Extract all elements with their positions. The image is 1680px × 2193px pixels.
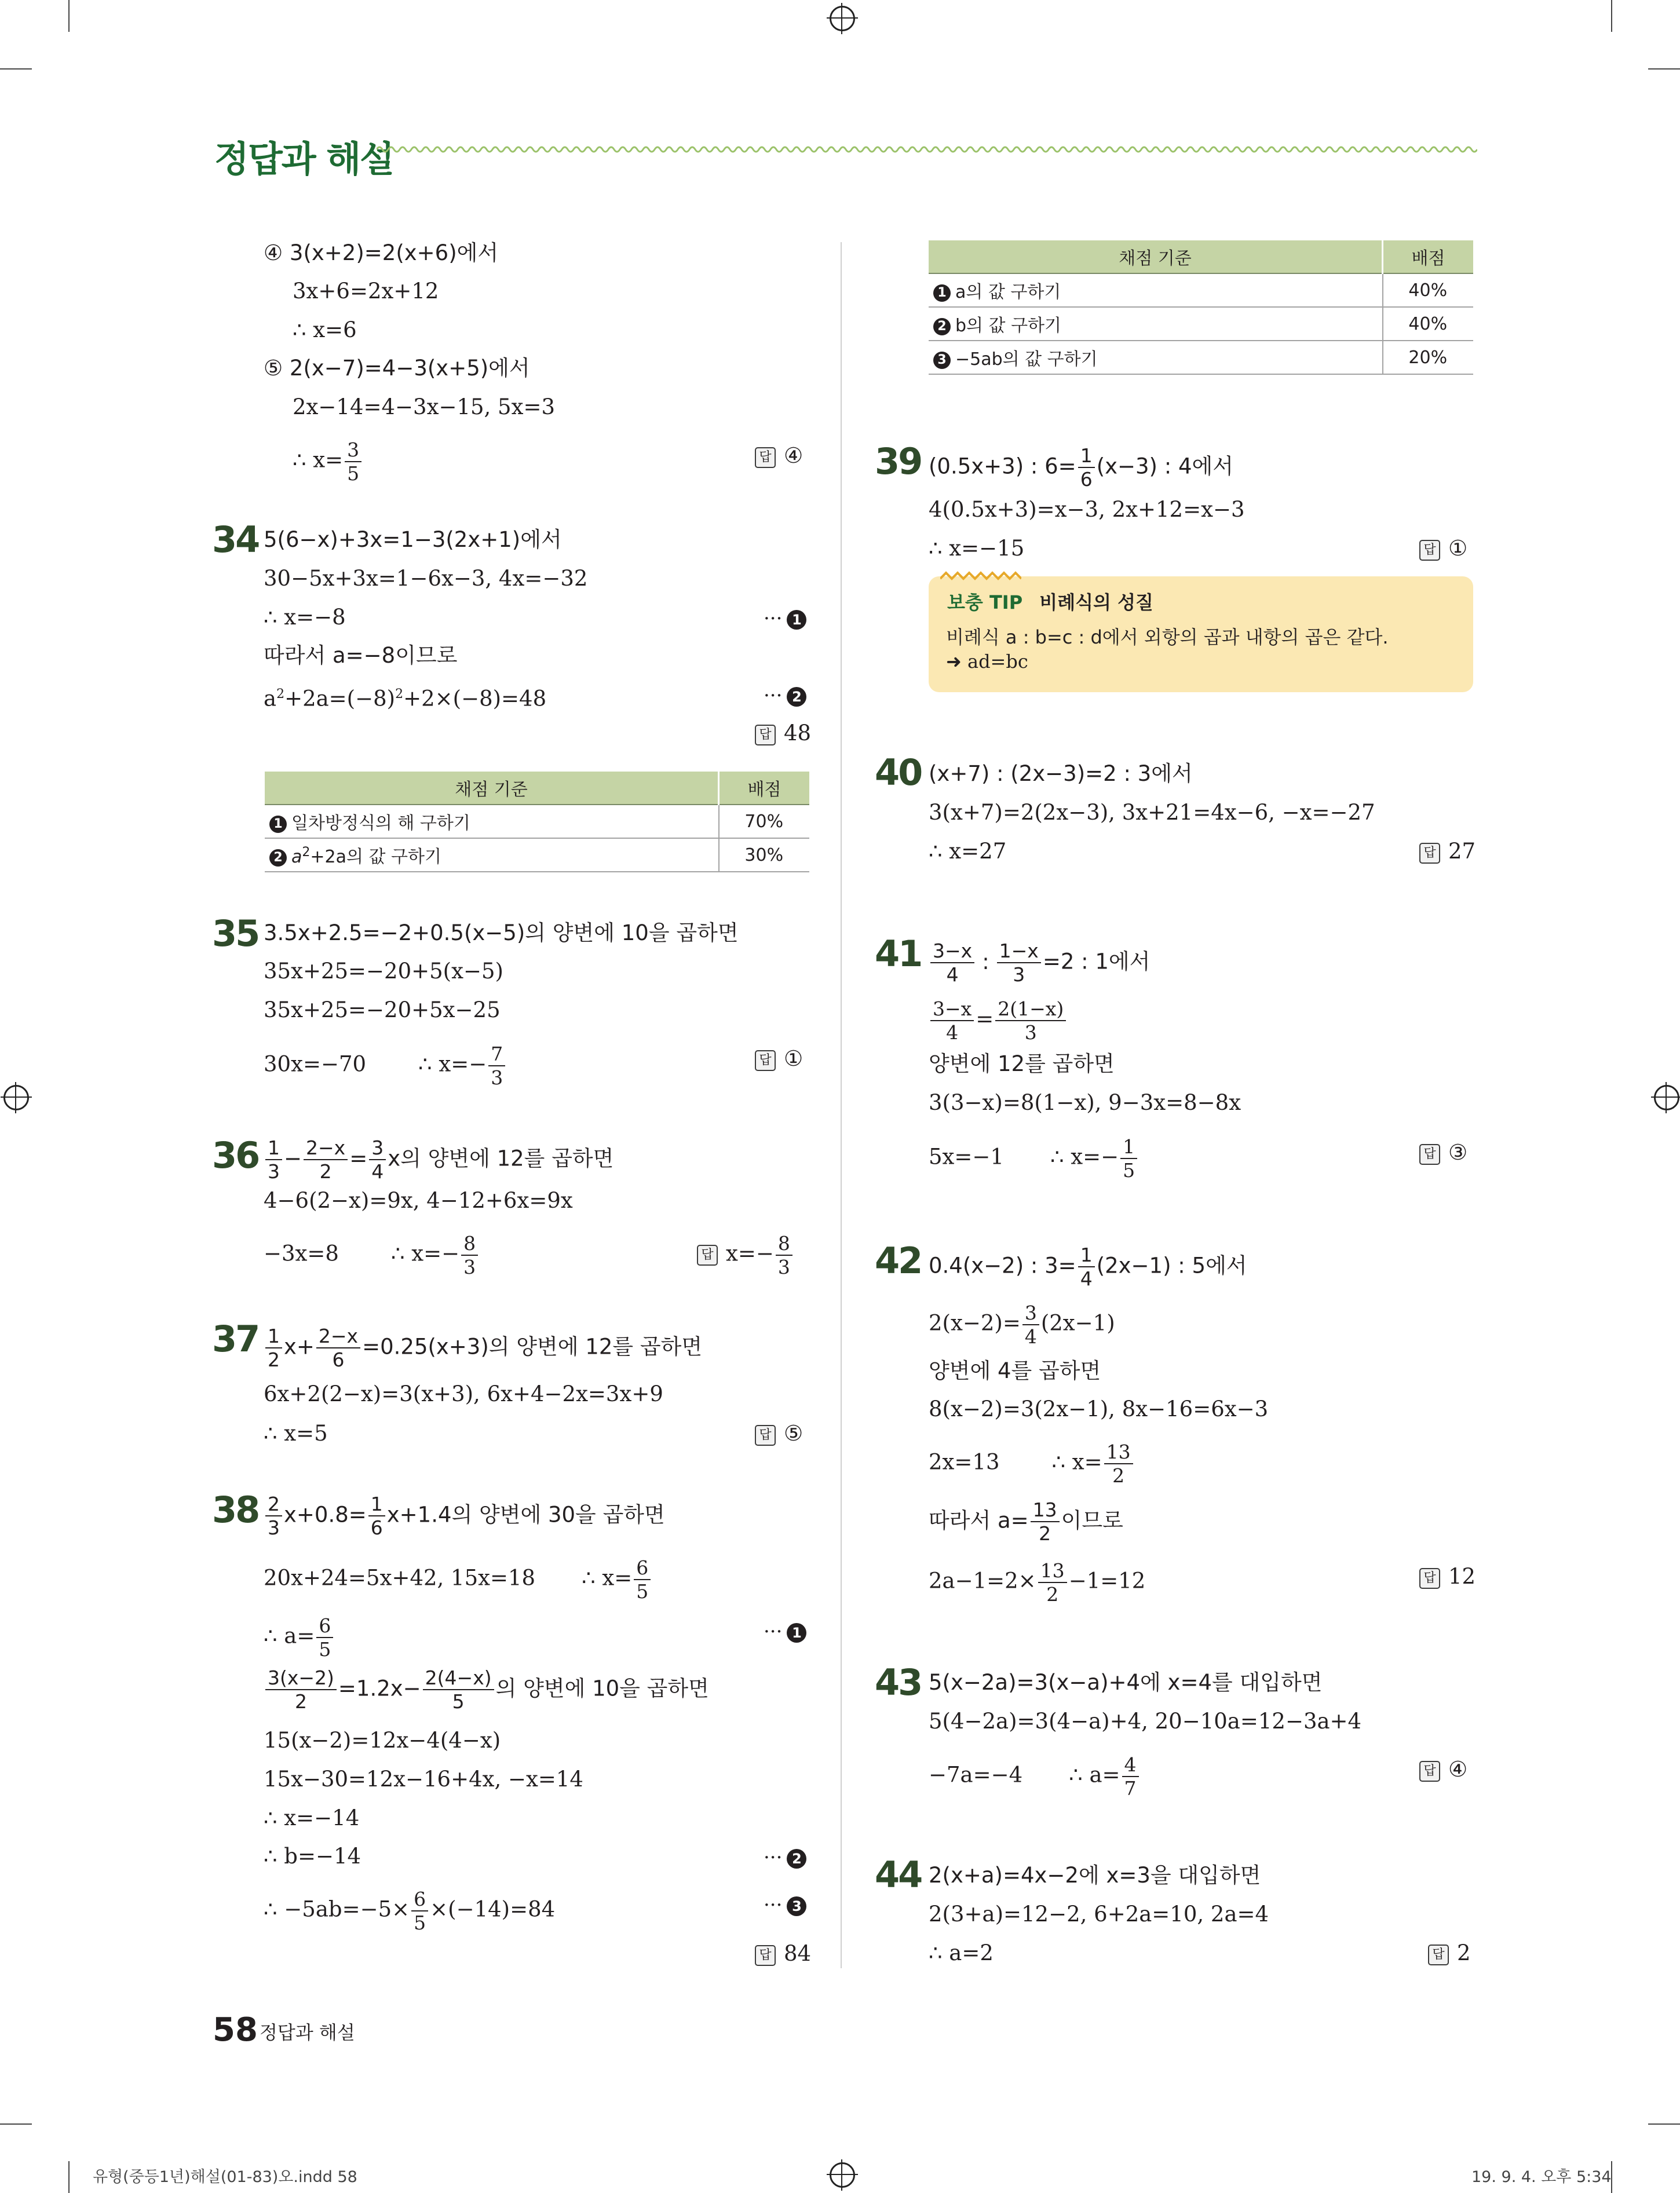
fraction: $\frac{4}{7}$ [1122, 1755, 1139, 1798]
answer-badge: 답 [1428, 1945, 1449, 1965]
p36-line: 4−6(2−x)=9x, 4−12+6x=9x [264, 1188, 573, 1213]
fraction: $\frac{3}{4}$ [1022, 1303, 1039, 1346]
p41-line: 3(3−x)=8(1−x), 9−3x=8−8x [929, 1090, 1241, 1115]
answer-badge: 답 [1419, 843, 1440, 864]
problem-number: 35 [212, 912, 259, 955]
p40-line: 3(x+7)=2(2x−3), 3x+21=4x−6, −x=−27 [929, 800, 1375, 825]
problem-number: 43 [875, 1661, 922, 1704]
answer-badge: 답 [755, 1425, 776, 1446]
table-row: 3 −5ab의 값 구하기 20% [929, 341, 1473, 374]
problem-number: 39 [875, 440, 922, 483]
column-divider [841, 242, 842, 1968]
fraction: $\frac{8}{3}$ [776, 1234, 792, 1277]
p42-line: 2a−1=2× $\frac{13}{2}$ −1=12 [929, 1559, 1146, 1606]
fraction: $\frac{2}{3}$ [265, 1494, 282, 1537]
p42-answer: 답 12 [1419, 1562, 1476, 1591]
registration-mark-left [3, 1085, 29, 1110]
p34-line: ∴ x=−8 [264, 605, 346, 630]
header-wavy-rule [377, 144, 1477, 155]
table-row: 1 a의 값 구하기 40% [929, 273, 1473, 307]
p44-line: 2(x+a)=4x−2에 x=3을 대입하면 [929, 1863, 1261, 1888]
p39-line: ∴ x=−15 [929, 536, 1025, 561]
p38-line: ∴ x=−14 [264, 1805, 360, 1830]
fraction: $\frac{13}{2}$ [1104, 1442, 1133, 1485]
problem-number: 36 [212, 1134, 259, 1176]
step-marker: ··· 2 [764, 1846, 806, 1869]
fraction: $\frac{3(x-2)}{2}$ [265, 1668, 337, 1711]
answer-badge: 답 [1419, 540, 1440, 561]
fraction: $\frac{1}{2}$ [265, 1326, 282, 1369]
problem-number: 41 [875, 933, 922, 975]
step-marker: ··· 1 [764, 1620, 806, 1643]
p33-line: 2x−14=4−3x−15, 5x=3 [293, 394, 555, 419]
p37-line: $\frac{1}{2}$ x+ $\frac{2-x}{6}$ =0.25(x+3)의 양변에 12를 곱하면 [264, 1326, 702, 1369]
p42-line: 따라서 a= $\frac{13}{2}$ 이므로 [929, 1498, 1123, 1545]
crop-mark [68, 0, 70, 32]
p40-line: ∴ x=27 [929, 839, 1007, 864]
step-marker: ··· 1 [764, 607, 806, 630]
p37-line: ∴ x=5 [264, 1421, 328, 1446]
p34-line: 30−5x+3x=1−6x−3, 4x=−32 [264, 566, 588, 591]
p38-line: ∴ a= $\frac{6}{5}$ [264, 1616, 335, 1659]
tip-heading: 보충 TIP 비례식의 성질 [947, 591, 1153, 613]
p37-answer: 답 ⑤ [755, 1419, 803, 1448]
p42-line: 8(x−2)=3(2x−1), 8x−16=6x−3 [929, 1397, 1269, 1421]
p33-line [293, 440, 363, 483]
answer-badge: 답 [1419, 1761, 1440, 1782]
table-row: 2 $a^2+2a$의 값 구하기 30% [265, 838, 809, 872]
step-marker: ··· 2 [764, 684, 806, 707]
problem-number: 44 [875, 1854, 922, 1896]
answer-badge: 답 [755, 1945, 776, 1966]
answer-badge: 답 [755, 1050, 776, 1071]
fraction: $\frac{2-x}{6}$ [316, 1326, 360, 1369]
tip-box [929, 576, 1473, 692]
p44-line: ∴ a=2 [929, 1940, 994, 1965]
p34-line: 5(6−x)+3x=1−3(2x+1)에서 [264, 527, 562, 552]
p41-line: 5x=−1 ∴ x=− $\frac{1}{5}$ [929, 1137, 1139, 1180]
p37-line: 6x+2(2−x)=3(x+3), 6x+4−2x=3x+9 [264, 1381, 663, 1406]
answer-badge: 답 [1419, 1144, 1440, 1165]
p40-line: (x+7) : (2x−3)=2 : 3에서 [929, 761, 1193, 786]
p36-line: $\frac{1}{3}$ − $\frac{2-x}{2}$ = $\frac{3}{4}$ x의 양변에 12를 곱하면 [264, 1138, 613, 1181]
table-row: 2 b의 값 구하기 40% [929, 307, 1473, 341]
answer-badge: 답 [1419, 1568, 1440, 1589]
footer-label: 정답과 해설 [260, 2022, 355, 2044]
fraction: $\frac{6}{5}$ [411, 1889, 428, 1932]
p35-line: 35x+25=−20+5x−25 [264, 997, 501, 1022]
fraction: $\frac{1}{6}$ [368, 1494, 385, 1537]
p38-line: ∴ b=−14 [264, 1844, 361, 1869]
p44-answer: 답 2 [1428, 1939, 1471, 1968]
registration-mark-right [1654, 1085, 1679, 1110]
fraction: $\frac{8}{3}$ [461, 1234, 478, 1277]
p42-line: 양변에 4를 곱하면 [929, 1358, 1101, 1383]
fraction: $\frac{13}{2}$ [1031, 1500, 1060, 1543]
fraction: $\frac{3}{5}$ [345, 440, 361, 483]
p41-line: $\frac{3-x}{4}$ : $\frac{1-x}{3}$ =2 : 1에서 [929, 941, 1150, 984]
table-header: 배점 [719, 772, 810, 805]
p42-line: 2(x−2)= $\frac{3}{4}$ (2x−1) [929, 1302, 1115, 1348]
p36-answer: 답 x=− $\frac{8}{3}$ [697, 1234, 794, 1277]
tip-result: ➜ ad=bc [946, 650, 1028, 672]
p41-line: 양변에 12를 곱하면 [929, 1051, 1115, 1076]
p34-line: $a^2+2a=(-8)^2+2\times(-8)=48$ [264, 686, 547, 711]
p33-answer: 답 ④ [755, 441, 803, 470]
p38-line: 15x−30=12x−16+4x, −x=14 [264, 1767, 583, 1792]
problem-number: 42 [875, 1240, 922, 1282]
p43-line: −7a=−4 ∴ a= $\frac{4}{7}$ [929, 1755, 1141, 1798]
crop-mark [1611, 0, 1612, 32]
p35-line: 35x+25=−20+5(x−5) [264, 959, 503, 984]
crop-mark [68, 2161, 70, 2193]
problem-number: 38 [212, 1489, 259, 1531]
p38-line: 20x+24=5x+42, 15x=18 ∴ x= $\frac{6}{5}$ [264, 1558, 652, 1601]
p36-line: −3x=8 ∴ x=− $\frac{8}{3}$ [264, 1234, 480, 1277]
p40-answer: 답 27 [1419, 837, 1476, 866]
crop-mark [1648, 2123, 1680, 2125]
text: ∴ x= [293, 447, 344, 473]
p42-line: 2x=13 ∴ x= $\frac{13}{2}$ [929, 1442, 1135, 1485]
p42-line: 0.4(x−2) : 3= $\frac{1}{4}$ (2x−1) : 5에서 [929, 1244, 1247, 1290]
p34-grading-table [265, 772, 809, 872]
fraction: $\frac{1}{3}$ [265, 1138, 282, 1181]
p35-line: 30x=−70 ∴ x=− $\frac{7}{3}$ [264, 1044, 507, 1087]
table-header: 배점 [1383, 240, 1474, 273]
fraction: $\frac{13}{2}$ [1038, 1561, 1067, 1604]
p39-answer: 답 ① [1419, 534, 1467, 563]
problem-number: 37 [212, 1318, 259, 1360]
step-marker: ··· 3 [764, 1894, 806, 1917]
p38-grading-table [929, 240, 1473, 375]
crop-mark [0, 2123, 32, 2125]
table-row: 1 일차방정식의 해 구하기 70% [265, 805, 809, 838]
p33-line: 3x+6=2x+12 [293, 279, 439, 304]
p44-line: 2(3+a)=12−2, 6+2a=10, 2a=4 [929, 1902, 1269, 1927]
p34-line: 따라서 a=−8이므로 [264, 643, 458, 668]
p41-answer: 답 ③ [1419, 1138, 1467, 1167]
registration-mark-top [830, 6, 855, 31]
fraction: $\frac{3-x}{4}$ [930, 941, 974, 984]
p39-line: 4(0.5x+3)=x−3, 2x+12=x−3 [929, 497, 1245, 522]
fraction: $\frac{6}{5}$ [316, 1616, 333, 1659]
fraction: $\frac{1}{6}$ [1078, 446, 1095, 489]
table-header: 채점 기준 [265, 772, 719, 805]
fraction: $\frac{1}{4}$ [1078, 1245, 1095, 1288]
fraction: $\frac{2-x}{2}$ [304, 1138, 348, 1181]
answer-badge: 답 [755, 447, 776, 468]
fraction: $\frac{7}{3}$ [488, 1044, 505, 1087]
p41-line: $\frac{3-x}{4}$ = $\frac{2(1-x)}{3}$ [929, 999, 1068, 1042]
page-number: 58 [213, 2011, 258, 2049]
fraction: $\frac{3}{4}$ [369, 1138, 386, 1181]
fraction: $\frac{2(4-x)}{5}$ [423, 1668, 494, 1711]
fraction: $\frac{3-x}{4}$ [930, 999, 974, 1042]
p33-line: ∴ x=6 [293, 317, 357, 342]
crop-mark [1648, 68, 1680, 70]
p43-line: 5(4−2a)=3(4−a)+4, 20−10a=12−3a+4 [929, 1709, 1362, 1734]
page-header-title: 정답과 해설 [214, 138, 394, 180]
slug-timestamp: 19. 9. 4. 오후 5:34 [1471, 2168, 1612, 2186]
answer-badge: 답 [755, 725, 776, 745]
p38-line: $\frac{2}{3}$ x+0.8= $\frac{1}{6}$ x+1.4의 양변에 30을 곱하면 [264, 1494, 665, 1537]
fraction: $\frac{2(1-x)}{3}$ [995, 999, 1066, 1042]
crop-mark [0, 68, 32, 70]
registration-mark-bottom [830, 2162, 855, 2188]
answer-badge: 답 [697, 1245, 718, 1266]
p38-line: $\frac{3(x-2)}{2}$ =1.2x− $\frac{2(4-x)}{5}$ 의 양변에 10을 곱하면 [264, 1668, 709, 1711]
slug-filename: 유형(중등1년)해설(01-83)오.indd 58 [93, 2168, 357, 2186]
p34-answer: 답 48 [755, 719, 811, 748]
p38-line: ∴ −5ab=−5× $\frac{6}{5}$ ×(−14)=84 [264, 1888, 556, 1934]
p38-answer: 답 84 [755, 1939, 811, 1968]
p43-answer: 답 ④ [1419, 1755, 1467, 1784]
tip-wave-decoration [940, 569, 1021, 582]
p33-line: ⑤ 2(x−7)=4−3(x+5)에서 [264, 356, 530, 381]
p39-line: (0.5x+3) : 6= $\frac{1}{6}$ (x−3) : 4에서 [929, 444, 1234, 491]
p38-line: 15(x−2)=12x−4(4−x) [264, 1728, 501, 1753]
fraction: $\frac{1-x}{3}$ [997, 941, 1041, 984]
p33-line: ④ 3(x+2)=2(x+6)에서 [264, 240, 499, 265]
p43-line: 5(x−2a)=3(x−a)+4에 x=4를 대입하면 [929, 1670, 1323, 1695]
fraction: $\frac{6}{5}$ [634, 1558, 651, 1601]
p35-line: 3.5x+2.5=−2+0.5(x−5)의 양변에 10을 곱하면 [264, 920, 739, 945]
fraction: $\frac{1}{5}$ [1120, 1137, 1137, 1180]
tip-body: 비례식 a : b=c : d에서 외항의 곱과 내항의 곱은 같다. [946, 626, 1389, 648]
p35-answer: 답 ① [755, 1044, 803, 1073]
table-header: 채점 기준 [929, 240, 1383, 273]
problem-number: 34 [212, 518, 259, 561]
problem-number: 40 [875, 751, 922, 794]
